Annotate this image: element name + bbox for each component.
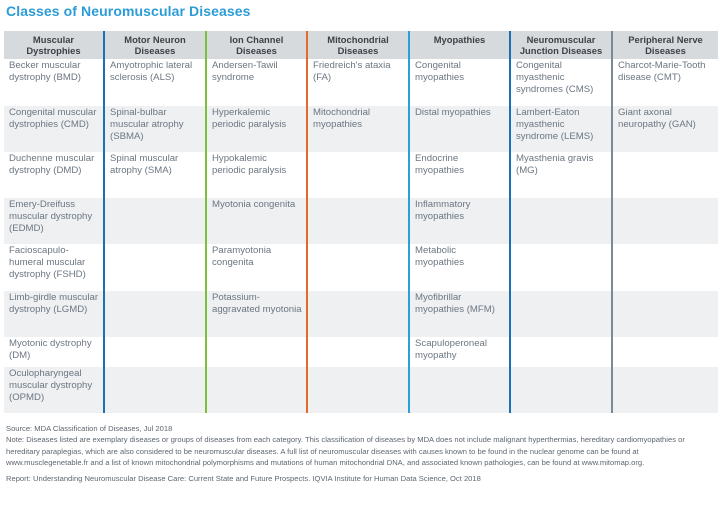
table-cell xyxy=(612,367,718,413)
table-cell xyxy=(307,244,409,291)
table-cell xyxy=(307,337,409,367)
table-cell: Oculopharyngeal muscular dystrophy (OPMD) xyxy=(4,367,104,413)
table-cell: Friedreich's ataxia (FA) xyxy=(307,59,409,106)
disclaimer-note: Note: Diseases listed are exemplary diseases or groups of diseases from each category. This classification of diseases by MDA does not include malignant hyperthermias, hereditary cardiomyopathies or hereditary paraplegias, which are also considered to be neuromuscular diseases. A full list of neuromuscular diseases with causes known to be found in the nuclear genome can be found at www.musclegenetable.fr and a list of known mitochondrial polymorphisms and mutations of human mitochondrial DNA, and associated known pathologies, can be found at www.mitomap.org. xyxy=(6,435,685,468)
table-cell: Hypokalemic periodic paralysis xyxy=(206,152,307,198)
table-cell: Amyotrophic lateral sclerosis (ALS) xyxy=(104,59,206,106)
table-cell: Hyperkalemic periodic paralysis xyxy=(206,106,307,152)
table-cell xyxy=(510,198,612,244)
table-cell: Myofibrillar myopathies (MFM) xyxy=(409,291,510,337)
table-cell xyxy=(206,367,307,413)
table-cell: Myotonic dystrophy (DM) xyxy=(9,338,92,361)
table-cell: Mitochondrial myopathies xyxy=(307,106,409,152)
table-row xyxy=(4,198,718,244)
table-cell xyxy=(104,291,206,337)
table-cell: Inflammatory myopathies xyxy=(409,198,510,244)
table-row xyxy=(4,244,718,291)
table-cell xyxy=(510,244,612,291)
table-cell: Myasthenia gravis (MG) xyxy=(510,152,612,198)
column-header-myopathies: Myopathies xyxy=(409,31,510,59)
table-row xyxy=(4,106,718,152)
table-cell: Scapuloperoneal myopathy xyxy=(409,337,510,367)
column-header-motor-neuron-diseases: Motor Neuron Diseases xyxy=(104,31,206,59)
table-cell: Metabolic myopathies xyxy=(409,244,510,291)
table-row xyxy=(4,291,718,337)
column-header-peripheral-nerve-diseases: Peripheral Nerve Diseases xyxy=(612,31,718,59)
table-header-row xyxy=(4,31,718,59)
table-cell: Congenital myasthenic syndromes (CMS) xyxy=(510,59,612,106)
page-title: Classes of Neuromuscular Diseases xyxy=(6,3,251,19)
table-cell xyxy=(307,291,409,337)
table-cell: Congenital muscular dystrophies (CMD) xyxy=(4,106,104,152)
table-cell: Charcot-Marie-Tooth disease (CMT) xyxy=(612,59,718,106)
table-cell xyxy=(612,337,718,367)
column-header-mitochondrial-diseases: Mitochondrial Diseases xyxy=(307,31,409,59)
table-row xyxy=(4,152,718,198)
table-cell xyxy=(612,291,718,337)
table-cell xyxy=(409,367,510,413)
column-header-ion-channel-diseases: Ion Channel Diseases xyxy=(206,31,307,59)
table-cell: Giant axonal neuropathy (GAN) xyxy=(612,106,718,152)
table-cell xyxy=(612,244,718,291)
table-cell xyxy=(612,152,718,198)
table-cell: Lambert-Eaton myasthenic syndrome (LEMS) xyxy=(510,106,612,152)
column-header-neuromuscular-junction-diseases: Neuromuscular Junction Diseases xyxy=(510,31,612,59)
table-cell xyxy=(510,337,612,367)
table-cell xyxy=(104,198,206,244)
table-cell xyxy=(510,367,612,413)
table-cell: Spinal-bulbar muscular atrophy (SBMA) xyxy=(104,106,206,152)
table-cell: Myotonia congenita xyxy=(206,198,307,244)
table-cell: Limb-girdle muscular dystrophy (LGMD) xyxy=(4,291,104,337)
source-note: Source: MDA Classification of Diseases, Jul 2018 xyxy=(6,424,173,433)
table-cell: Andersen-Tawil syndrome xyxy=(206,59,307,106)
table-cell: Spinal muscular atrophy (SMA) xyxy=(104,152,206,198)
table-cell xyxy=(104,244,206,291)
table-cell: Endocrine myopathies xyxy=(409,152,510,198)
table-cell xyxy=(307,367,409,413)
table-cell: Potassium-aggravated myotonia xyxy=(206,291,307,337)
table-cell: Facioscapulo-humeral muscular dystrophy (FSHD) xyxy=(9,245,86,280)
table-cell xyxy=(307,198,409,244)
disease-classification-table xyxy=(4,31,718,413)
table-cell: Emery-Dreifuss muscular dystrophy (EDMD) xyxy=(4,198,104,244)
table-cell xyxy=(510,291,612,337)
footnotes xyxy=(6,423,714,484)
table-cell xyxy=(612,198,718,244)
table-row xyxy=(4,59,718,106)
table-cell xyxy=(307,152,409,198)
report-citation: Report: Understanding Neuromuscular Disease Care: Current State and Future Prospects. IQVIA Institute for Human Data Science, Oct 2018 xyxy=(6,473,481,483)
table-row xyxy=(4,367,718,413)
table-cell xyxy=(206,337,307,367)
table-cell: Becker muscular dystrophy (BMD) xyxy=(9,60,81,83)
table-cell: Distal myopathies xyxy=(409,106,510,152)
column-header-muscular-dystrophies: Muscular Dystrophies xyxy=(4,31,104,59)
table-cell xyxy=(104,367,206,413)
table-cell: Paramyotonia congenita xyxy=(206,244,307,291)
table-cell: Duchenne muscular dystrophy (DMD) xyxy=(9,153,95,176)
table-cell: Congenital myopathies xyxy=(409,59,510,106)
table-cell xyxy=(104,337,206,367)
table-row xyxy=(4,337,718,367)
